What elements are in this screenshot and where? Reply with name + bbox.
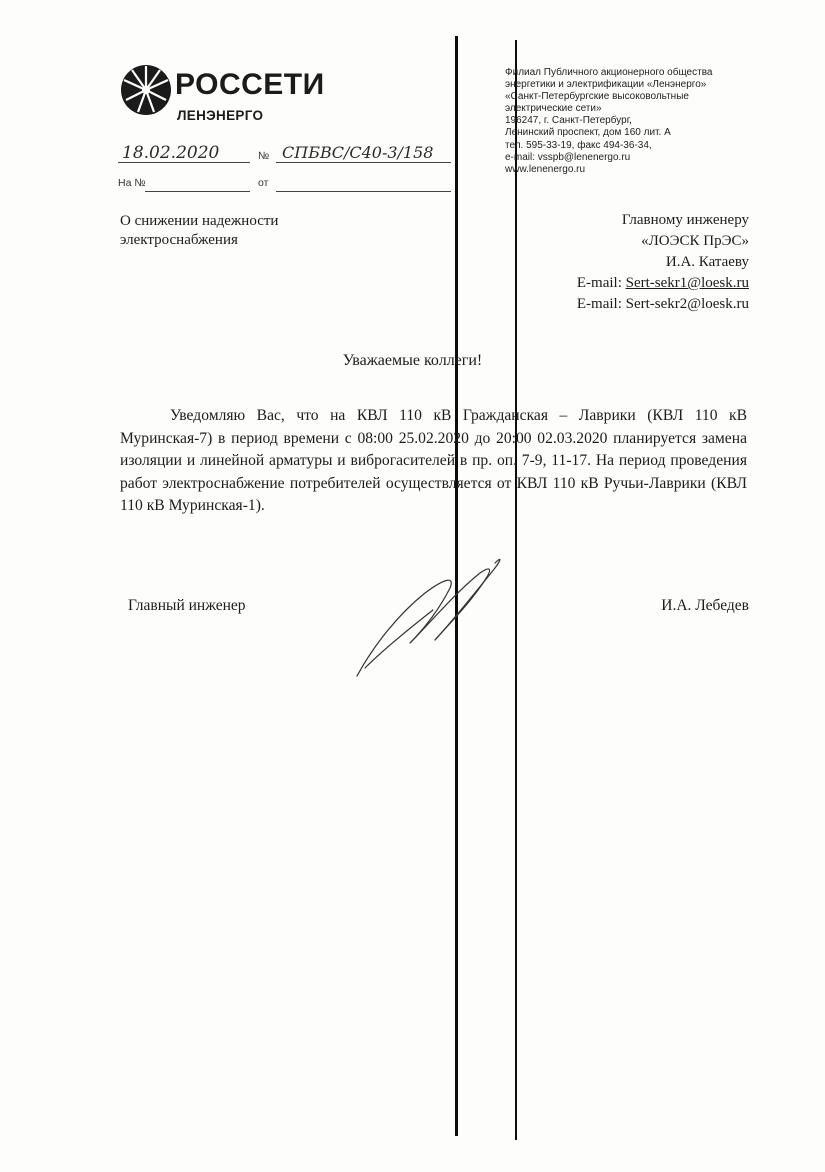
- signatory-name: И.А. Лебедев: [661, 597, 749, 614]
- addressee-name: И.А. Катаеву: [665, 254, 749, 270]
- branch-line: Филиал Публичного акционерного общества: [505, 67, 713, 78]
- number-label: №: [258, 150, 270, 162]
- branch-line: www.lenenergo.ru: [505, 163, 586, 175]
- signatory-position: Главный инженер: [128, 597, 246, 614]
- subject-line: электроснабжения: [120, 232, 238, 248]
- logo-brand-text: РОССЕТИ: [175, 68, 325, 101]
- email-link[interactable]: Sert-sekr1@loesk.ru: [625, 275, 749, 291]
- company-logo: [120, 64, 325, 134]
- addressee-organization: «ЛОЭСК ПрЭС»: [641, 233, 749, 249]
- addressee-position: Главному инженеру: [621, 212, 749, 228]
- greeting: Уважаемые коллеги!: [342, 352, 483, 369]
- branch-line: тел. 595-33-19, факс 494-36-34,: [505, 139, 652, 151]
- addressee-email-2: [577, 294, 749, 315]
- email-text: Sert-sekr2@loesk.ru: [625, 296, 749, 312]
- reference-label: На №: [118, 177, 146, 189]
- outgoing-number: СПБВС/С40-3/158: [282, 143, 434, 162]
- handwritten-signature: [355, 548, 505, 683]
- letter-body: Уведомляю Вас, что на КВЛ 110 кВ Гражданская – Лаврики (КВЛ 110 кВ Муринская-7) в период времени с 08:00 25.02.2020 до 20:00 02.03.2020 планируется замена изоляции и линейной арматуры и виброгасителей в пр. оп. 7-9, 11-17. На период проведения работ электроснабжение потребителей осуществляется от КВЛ 110 кВ Ручьи-Лаврики (КВЛ 110 кВ Муринская-1).: [120, 407, 747, 514]
- rosseti-logo-icon: [120, 64, 172, 116]
- addressee-email-1: [577, 273, 749, 294]
- scan-artifact-line: [515, 40, 517, 1140]
- branch-line: электрические сети»: [505, 103, 602, 115]
- branch-address-block: [505, 67, 765, 176]
- letter-subject: [120, 212, 278, 250]
- branch-line: энергетики и электрификации «Ленэнерго»: [505, 79, 707, 91]
- outgoing-date: 18.02.2020: [122, 143, 220, 163]
- email-label: E-mail:: [576, 275, 626, 291]
- subject-line: О снижении надежности: [120, 213, 279, 229]
- branch-line: 196247, г. Санкт-Петербург,: [505, 115, 632, 127]
- from-label: от: [258, 177, 269, 189]
- branch-line: Ленинский проспект, дом 160 лит. А: [505, 127, 671, 139]
- from-underline: [276, 191, 451, 192]
- logo-subtitle-text: ЛЕНЭНЕРГО: [177, 108, 264, 123]
- branch-line: e-mail: vsspb@lenenergo.ru: [505, 151, 631, 163]
- number-underline: [276, 162, 451, 163]
- addressee-block: [577, 210, 749, 315]
- branch-line: «Санкт-Петербургские высоковольтные: [505, 91, 689, 103]
- email-label: E-mail:: [576, 296, 626, 312]
- reference-underline: [145, 191, 250, 192]
